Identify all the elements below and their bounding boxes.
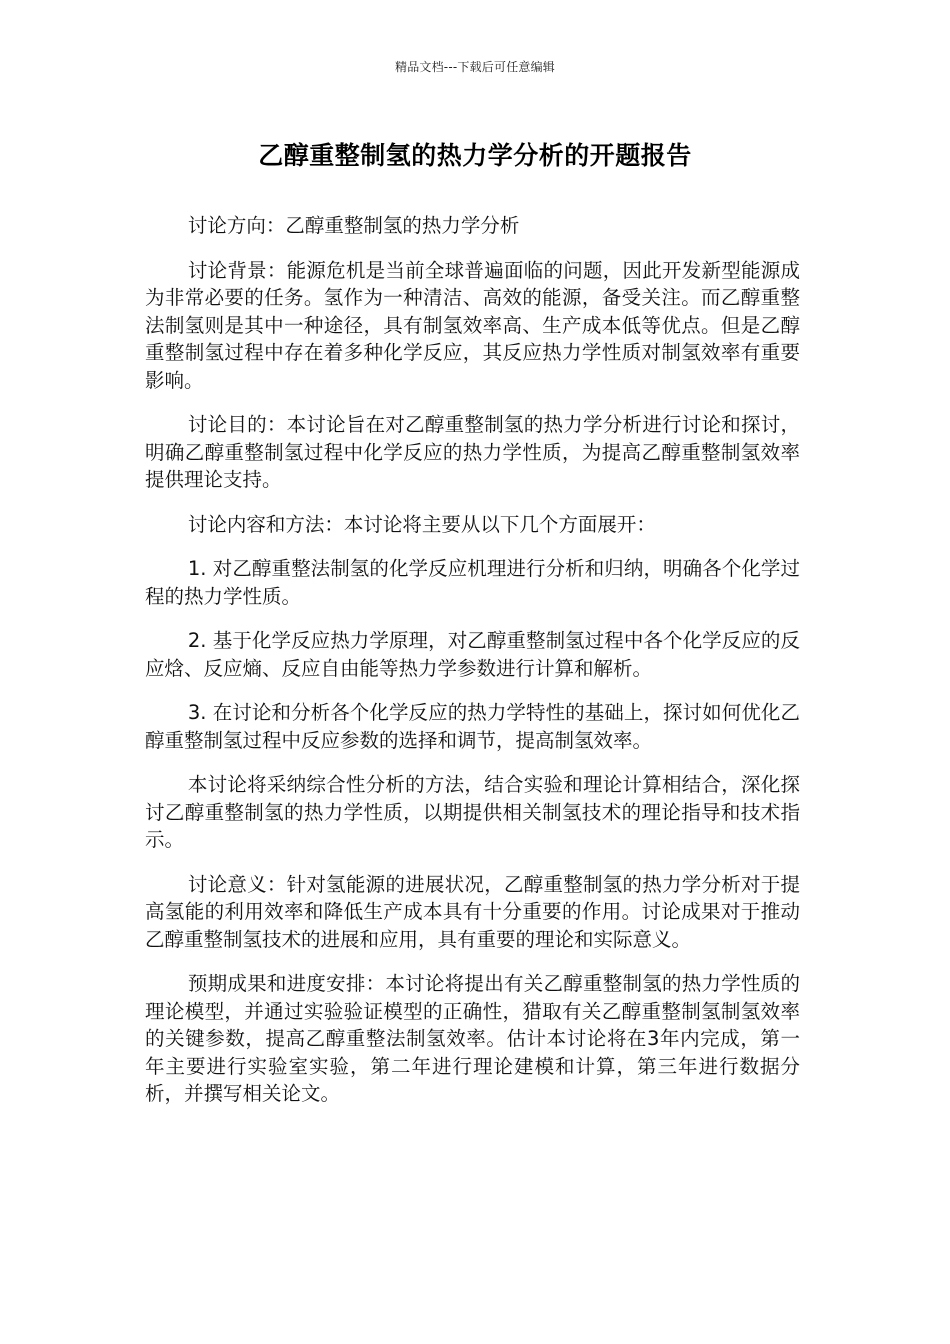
paragraph-item-3: 3. 在讨论和分析各个化学反应的热力学特性的基础上，探讨如何优化乙醇重整制氢过程中反应参数的选择和调节，提高制氢效率。 (145, 701, 800, 752)
paragraph-method-summary: 本讨论将采纳综合性分析的方法，结合实验和理论计算相结合，深化探讨乙醇重整制氢的热力学性质，以期提供相关制氢技术的理论指导和技术指示。 (145, 773, 800, 851)
paragraph-item-2: 2. 基于化学反应热力学原理，对乙醇重整制氢过程中各个化学反应的反应焓、反应熵、反应自由能等热力学参数进行计算和解析。 (145, 629, 800, 680)
paragraph-research-direction: 讨论方向：乙醇重整制氢的热力学分析 (187, 214, 520, 237)
document-body (145, 212, 800, 1125)
paragraph-research-purpose: 讨论目的：本讨论旨在对乙醇重整制氢的热力学分析进行讨论和探讨，明确乙醇重整制氢过程中化学反应的热力学性质，为提高乙醇重整制氢效率提供理论支持。 (145, 413, 800, 491)
paragraph-item-1: 1. 对乙醇重整法制氢的化学反应机理进行分析和归纳，明确各个化学过程的热力学性质。 (145, 557, 800, 608)
header-note: 精品文档---下载后可任意编辑 (395, 60, 555, 74)
paragraph-research-significance: 讨论意义：针对氢能源的进展状况，乙醇重整制氢的热力学分析对于提高氢能的利用效率和降低生产成本具有十分重要的作用。讨论成果对于推动乙醇重整制氢技术的进展和应用，具有重要的理论和实际意义。 (145, 872, 800, 951)
paragraph-research-background: 讨论背景：能源危机是当前全球普遍面临的问题，因此开发新型能源成为非常必要的任务。氢作为一种清洁、高效的能源，备受关注。而乙醇重整法制氢则是其中一种途径，具有制氢效率高、生产成本低等优点。但是乙醇重整制氢过程中存在着多种化学反应，其反应热力学性质对制氢效率有重要影响。 (145, 258, 800, 392)
paragraph-content-and-methods: 讨论内容和方法：本讨论将主要从以下几个方面展开： (187, 512, 656, 536)
paragraph-expected-results: 预期成果和进度安排：本讨论将提出有关乙醇重整制氢的热力学性质的理论模型，并通过实验验证模型的正确性，猎取有关乙醇重整制氢制氢效率的关键参数，提高乙醇重整法制氢效率。估计本讨论将在3年内完成，第一年主要进行实验室实验，第二年进行理论建模和计算，第三年进行数据分析，并撰写相关论文。 (145, 972, 800, 1105)
document-title: 乙醇重整制氢的热力学分析的开题报告 (258, 141, 692, 170)
